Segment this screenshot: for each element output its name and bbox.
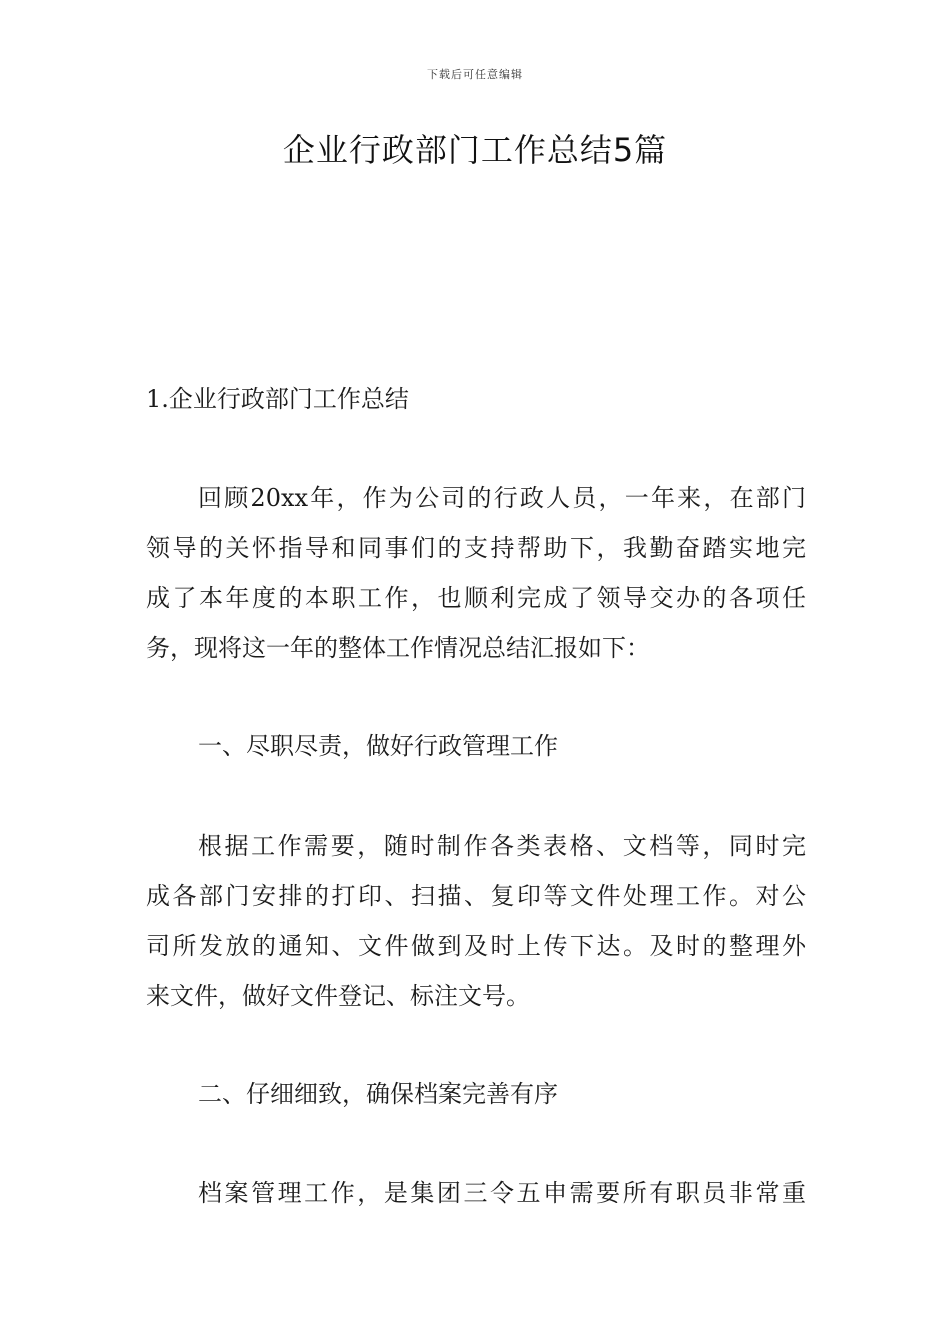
document-title: 企业行政部门工作总结5篇 (282, 131, 668, 169)
heading-one: 一、尽职尽责，做好行政管理工作 (198, 732, 558, 760)
paragraph-line: 务，现将这一年的整体工作情况总结汇报如下： (146, 634, 650, 662)
paragraph-line: 来文件，做好文件登记、标注文号。 (146, 982, 530, 1010)
paragraph-one (146, 821, 806, 1021)
intro-paragraph (146, 473, 806, 673)
paragraph-line: 成了本年度的本职工作，也顺利完成了领导交办的各项任 (146, 584, 806, 612)
section-title: 1.企业行政部门工作总结 (146, 385, 409, 413)
heading-two: 二、仔细细致，确保档案完善有序 (198, 1080, 558, 1108)
paragraph-line: 司所发放的通知、文件做到及时上传下达。及时的整理外 (146, 932, 806, 960)
paragraph-line: 领导的关怀指导和同事们的支持帮助下，我勤奋踏实地完 (146, 534, 806, 562)
paragraph-line: 根据工作需要，随时制作各类表格、文档等，同时完 (198, 832, 806, 860)
header-note: 下载后可任意编辑 (427, 68, 523, 81)
paragraph-line: 档案管理工作，是集团三令五申需要所有职员非常重 (198, 1179, 806, 1207)
paragraph-line: 成各部门安排的打印、扫描、复印等文件处理工作。对公 (146, 882, 806, 910)
paragraph-line: 回顾20xx年，作为公司的行政人员，一年来，在部门 (198, 484, 806, 512)
paragraph-two (146, 1168, 806, 1218)
